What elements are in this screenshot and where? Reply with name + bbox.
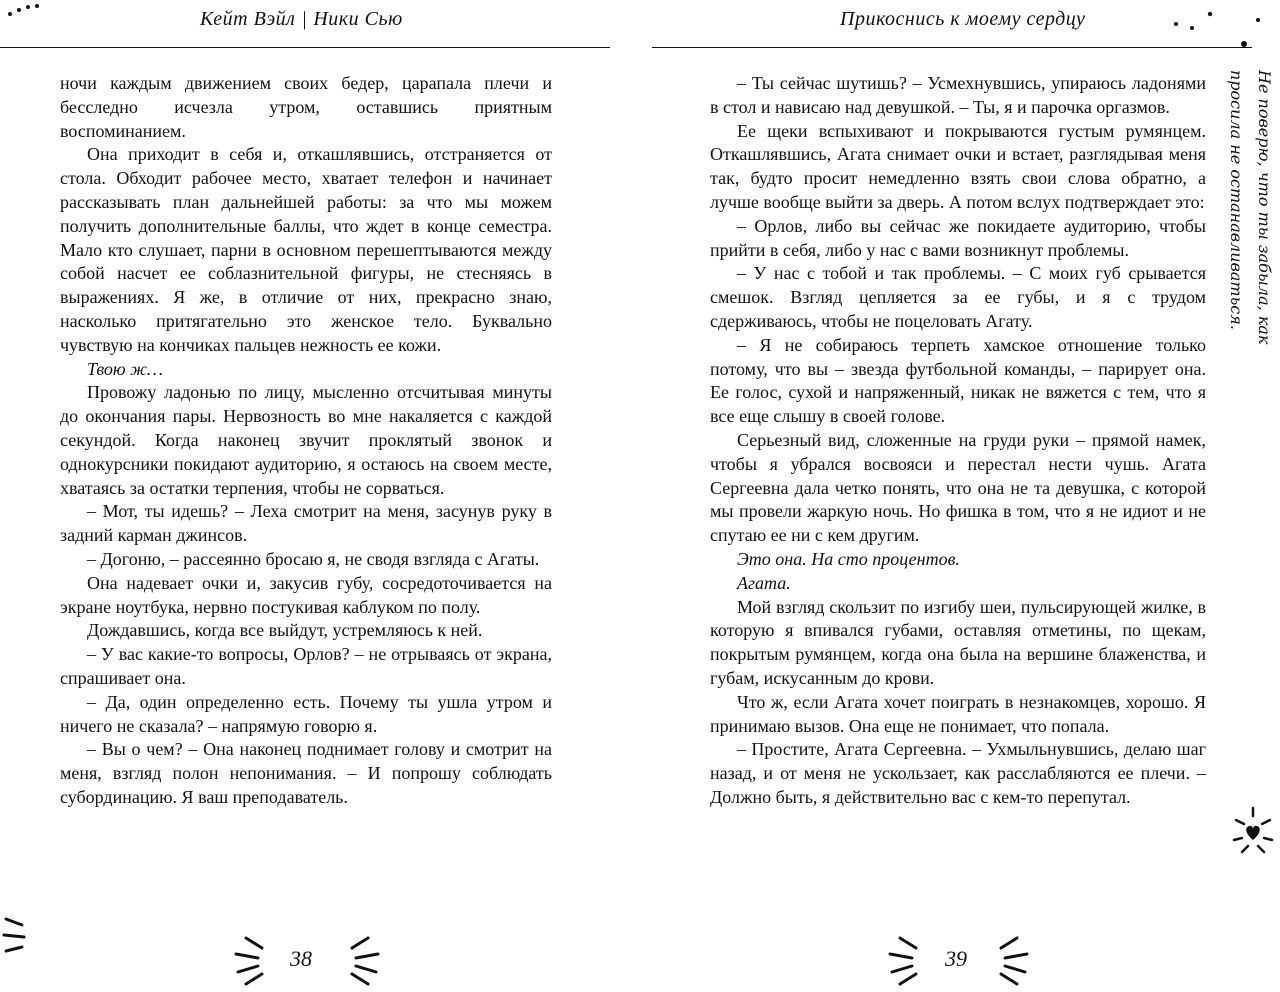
paragraph: Дождавшись, когда все выйдут, устремляюсь к ней.	[87, 620, 483, 641]
paragraph: – У вас какие-то вопросы, Орлов? – не отрываясь от экрана, спрашивает она.	[60, 644, 552, 688]
burst-ornament-left-icon	[228, 932, 278, 988]
paragraph: Ее щеки вспыхивают и покрываются густым румянцем. Откашлявшись, Агата снимает очки и встает, разглядывая меня так, будто просит немедленно взять свои слова обратно, а лучше вообще выйти за дверь. А потом вслух подтверждает это:	[710, 120, 1206, 212]
head-separator: |	[301, 8, 308, 30]
paragraph: – У нас с тобой и так проблемы. – С моих губ срывается смешок. Взгляд цепляется за ее губы, и я с трудом сдерживаюсь, чтобы не поцеловать Агату.	[710, 263, 1206, 331]
heart-burst-ornament-icon	[1228, 800, 1278, 860]
paragraph: Серьезный вид, сложенные на груди руки – прямой намек, чтобы я убрался восвояси и перестал нести чушь. Агата Сергеевна дала четко понять, что она не та девушка, с которой мы провели жаркую ночь. Но фишка в том, что я не идиот и не спутаю ее ни с кем другим.	[710, 429, 1206, 546]
paragraph: – Орлов, либо вы сейчас же покидаете аудиторию, чтобы прийти в себя, либо у нас с вами возникнут проблемы.	[710, 215, 1206, 260]
paragraph: Она приходит в себя и, откашлявшись, отстраняется от стола. Обходит рабочее место, хватает телефон и начинает рассказывать план дальнейшей работы: за что мы можем получить дополнительные баллы, что ждет в конце семестра. Мало кто слушает, парни в основном перешептываются между собой насчет ее соблазнительной фигуры, не стесняясь в выражениях. Я же, в отличие от них, прекрасно знаю, насколько притягательно это женское тело. Буквально чувствую на кончиках пальцев нежность ее кожи.	[60, 144, 552, 355]
paragraph: Она надевает очки и, закусив губу, сосредоточивается на экране ноутбука, нервно постукивая каблуком по полу.	[60, 572, 552, 617]
burst-ornament-right-icon	[336, 932, 386, 988]
page-number: 38	[290, 946, 312, 971]
page-number: 39	[945, 946, 967, 971]
header-rule	[0, 47, 610, 48]
paragraph: Это она. На сто процентов.	[737, 548, 960, 569]
paragraph: Агата.	[737, 572, 791, 593]
burst-ornament-right-icon	[985, 932, 1035, 988]
paragraph: Мой взгляд скользит по изгибу шеи, пульсирующей жилке, в которую я впивался губами, оставляя отметины, по щекам, покрытым румянцем, когда она была на вершине блаженства, и губам, искусанным до крови.	[710, 596, 1206, 688]
running-head-title: Прикоснись к моему сердцу	[840, 8, 1086, 30]
sparkle-ornament-icon	[0, 905, 40, 965]
dots-ornament-icon	[6, 2, 46, 18]
header-rule	[652, 47, 1252, 48]
paragraph: – Простите, Агата Сергеевна. – Ухмыльнувшись, делаю шаг назад, и от меня не ускользает, как расслабляются ее плечи. – Должно быть, я действительно вас с кем-то перепутал.	[710, 739, 1206, 807]
paragraph: – Да, один определенно есть. Почему ты ушла утром и ничего не сказала? – напрямую говорю я.	[60, 691, 552, 736]
paragraph: – Ты сейчас шутишь? – Усмехнувшись, упираюсь ладонями в стол и нависаю над девушкой. – Ты, я и парочка оргазмов.	[710, 73, 1206, 117]
paragraph: Твою ж…	[87, 358, 163, 379]
right-body-text	[710, 72, 1206, 810]
paragraph: – Догоню, – рассеянно бросаю я, не сводя взгляда с Агаты.	[87, 548, 540, 569]
dots-ornament-icon	[1170, 6, 1270, 56]
author-name: Кейт Вэйл	[200, 8, 296, 30]
paragraph: ночи каждым движением своих бедер, царапала плечи и бесследно исчезла утром, оставшись приятным воспоминанием.	[60, 73, 552, 141]
burst-ornament-left-icon	[882, 932, 932, 988]
paragraph: – Мот, ты идешь? – Леха смотрит на меня, засунув руку в задний карман джинсов.	[60, 501, 552, 546]
running-head-authors	[200, 8, 403, 31]
left-body-text	[60, 72, 552, 810]
paragraph: Что ж, если Агата хочет поиграть в незнакомцев, хорошо. Я принимаю вызов. Она еще не понимает, что попала.	[710, 691, 1206, 736]
margin-note-text	[1222, 70, 1278, 370]
paragraph: Провожу ладонью по лицу, мысленно отсчитывая минуты до окончания пары. Нервозность во мне накаляется с каждой секундой. Когда наконец звучит проклятый звонок и однокурсники покидают аудиторию, я остаюсь на своем месте, хватаясь за остатки терпения, чтобы не сорваться.	[60, 382, 552, 498]
author-name: Ники Сью	[313, 8, 403, 30]
margin-note	[1212, 70, 1278, 370]
margin-note-line: Не поверю, что ты забыла, как	[1255, 70, 1274, 345]
paragraph: – Вы о чем? – Она наконец поднимает голову и смотрит на меня, взгляд полон непонимания. – И попрошу соблюдать субординацию. Я ваш преподаватель.	[60, 739, 552, 807]
right-page	[640, 0, 1280, 992]
margin-note-line: просила не останавливаться.	[1227, 70, 1246, 330]
paragraph: – Я не собираюсь терпеть хамское отношение только потому, что вы – звезда футбольной команды, – парирует она. Ее голос, сухой и напряженный, никак не вяжется с тем, что я все еще слышу в своей голове.	[710, 334, 1206, 427]
